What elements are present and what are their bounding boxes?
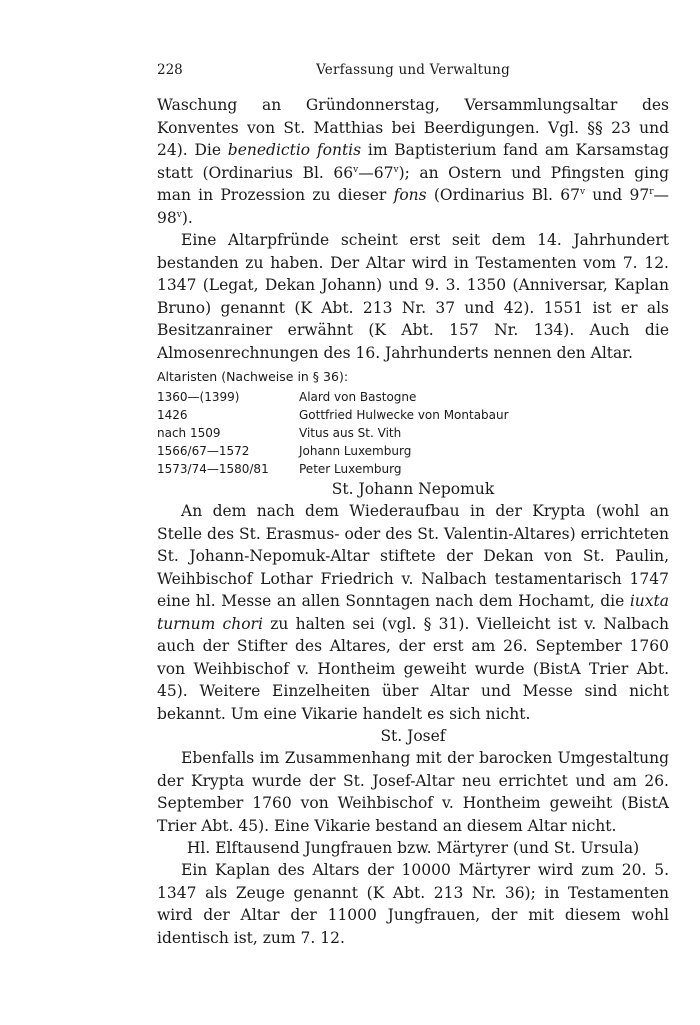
document-page <box>157 62 669 949</box>
folio-sup: r <box>649 186 654 197</box>
altarist-name: Vitus aus St. Vith <box>299 426 402 440</box>
latin-term: benedictio fontis <box>227 141 362 159</box>
altarist-name: Alard von Bastogne <box>299 390 417 404</box>
paragraph-altarpfruende: Eine Altarpfründe scheint erst seit dem 14. Jahrhundert bestanden zu haben. Der Altar wird in Testamenten vom 7. 12. 1347 (Legat, Dekan Johann) und 9. 3. 1350 (Anniversar, Kaplan Bruno) genannt (K Abt. 213 Nr. 37 und 42). 1551 ist er als Besitzanrainer erwähnt (K Abt. 157 Nr. 134). Auch die Almosenrechnungen des 16. Jahrhunderts nennen den Altar. <box>157 231 669 362</box>
altarist-name: Peter Luxemburg <box>299 462 402 476</box>
altarist-row <box>157 388 509 406</box>
paragraph-nepomuk <box>157 500 669 725</box>
altarist-row <box>157 460 509 478</box>
latin-term: fons <box>393 186 427 204</box>
text-run: —67 <box>358 163 394 182</box>
altarist-name: Gottfried Hulwecke von Montabaur <box>299 408 509 422</box>
altarist-row <box>157 424 509 442</box>
text-run: Waschung an Gründonnerstag, Versammlungsaltar des Konventes von St. Matthias bei Beerdigungen. Vgl. §§ 23 und 24). Die <box>157 96 669 159</box>
section-heading-nepomuk: St. Johann Nepomuk <box>331 480 495 498</box>
folio-sup: v <box>393 164 399 175</box>
folio-sup: v <box>353 164 359 175</box>
paragraph-jungfrauen: Ein Kaplan des Altars der 10000 Märtyrer wird zum 20. 5. 1347 als Zeuge genannt (K Abt. 213 Nr. 36); in Testamenten wird der Altar der 11000 Jungfrauen, der mit diesem wohl identisch ist, zum 7. 12. <box>157 861 669 947</box>
altarist-date: 1566/67—1572 <box>157 444 250 458</box>
text-run: im Baptisterium fand am Karsamstag statt (Ordinarius Bl. 66 <box>157 141 670 182</box>
paragraph-josef: Ebenfalls im Zusammenhang mit der barocken Umgestaltung der Krypta wurde der St. Josef-Altar neu errichtet und am 26. September 1760 von Weihbischof v. Hontheim geweiht (BistA Trier Abt. 45). Eine Vikarie bestand an diesem Altar nicht. <box>157 749 669 835</box>
paragraph-continuation <box>157 94 669 229</box>
running-title: Verfassung und Verwaltung <box>316 62 510 78</box>
altarist-row <box>157 406 509 424</box>
folio-sup: v <box>176 209 182 220</box>
text-run: —98 <box>157 186 669 227</box>
latin-term: iuxta turnum chori <box>157 592 669 633</box>
altaristen-intro: Altaristen (Nachweise in § 36): <box>157 369 349 384</box>
altarist-row <box>157 442 509 460</box>
text-run: ). <box>181 208 193 227</box>
altarist-name: Johann Luxemburg <box>299 444 412 458</box>
altarist-date: 1360—(1399) <box>157 390 240 404</box>
page-number: 228 <box>157 62 183 78</box>
section-heading-josef: St. Josef <box>380 727 446 745</box>
altarist-date: 1426 <box>157 408 188 422</box>
text-run: (Ordinarius Bl. 67 <box>426 186 580 204</box>
folio-sup: v <box>579 186 586 197</box>
altaristen-list <box>157 388 509 478</box>
text-run: ); an Ostern und Pfingsten ging man in Prozession zu dieser <box>157 163 669 204</box>
altarist-date: 1573/74—1580/81 <box>157 462 269 476</box>
text-run: und 97 <box>585 186 650 204</box>
altarist-date: nach 1509 <box>157 426 221 440</box>
running-head <box>157 62 669 84</box>
text-run: zu halten sei (vgl. § 31). Vielleicht ist v. Nalbach auch der Stifter des Altares, der erst am 26. September 1760 von Weihbischof v. Hontheim geweiht wurde (BistA Trier Abt. 45). Weitere Einzelheiten über Altar und Messe sind nicht bekannt. Um eine Vikarie handelt es sich nicht. <box>157 614 670 723</box>
text-run: An dem nach dem Wiederaufbau in der Krypta (wohl an Stelle des St. Erasmus- oder des St. Valentin-Altares) errichteten St. Johann-Nepomuk-Altar stiftete der Dekan von St. Paulin, Weihbischof Lothar Friedrich v. Nalbach testamentarisch 1747 eine hl. Messe an allen Sonntagen nach dem Hochamt, die <box>157 502 669 610</box>
section-heading-jungfrauen: Hl. Elftausend Jungfrauen bzw. Märtyrer (und St. Ursula) <box>186 839 640 857</box>
